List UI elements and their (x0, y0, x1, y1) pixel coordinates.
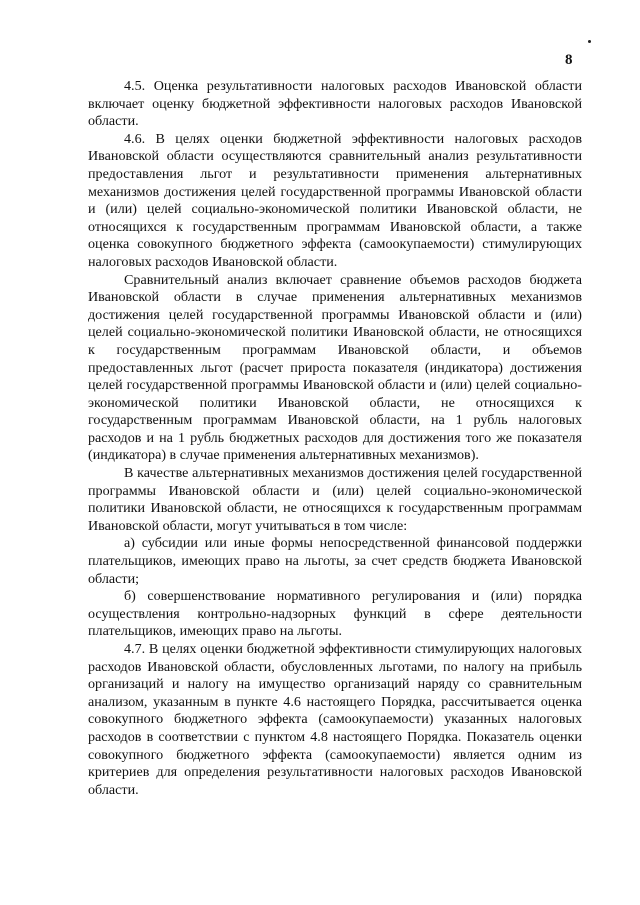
paragraph-4-5: 4.5. Оценка результативности налоговых расходов Ивановской области включает оценку бюджетной эффективности налоговых расходов Ивановской области. (88, 78, 582, 130)
paragraph-4-7: 4.7. В целях оценки бюджетной эффективности стимулирующих налоговых расходов Ивановской области, обусловленных льготами, по налогу на прибыль организаций и налогу на имущество организаций наряду со сравнительным анализом, указанным в пункте 4.6 настоящего Порядка, рассчитывается оценка совокупного бюджетного эффекта (самоокупаемости) указанных налоговых расходов в соответствии с пунктом 4.8 настоящего Порядка. Показатель оценки совокупного бюджетного эффекта (самоокупаемости) является одним из критериев для определения результативности налоговых расходов Ивановской области. (88, 641, 582, 798)
paragraph-comparative-analysis: Сравнительный анализ включает сравнение объемов расходов бюджета Ивановской области в случае применения альтернативных механизмов достижения целей государственной программы Ивановской области и (или) целей социально-экономической политики Ивановской области, не относящихся к государственным программам Ивановской области, и объемов предоставленных льгот (расчет прироста показателя (индикатора) достижения целей государственной программы Ивановской области и (или) целей социально-экономической политики Ивановской области, не относящихся к государственным программам Ивановской области, на 1 рубль налоговых расходов и на 1 рубль бюджетных расходов для достижения того же показателя (индикатора) в случае применения альтернативных механизмов). (88, 271, 582, 464)
list-item-a: а) субсидии или иные формы непосредственной финансовой поддержки плательщиков, имеющих право на льготы, за счет средств бюджета Ивановской области; (88, 535, 582, 587)
page-number: 8 (565, 52, 573, 68)
scan-dot (588, 40, 591, 43)
document-body (88, 78, 582, 799)
paragraph-4-6: 4.6. В целях оценки бюджетной эффективности налоговых расходов Ивановской области осуществляются сравнительный анализ результативности предоставления льгот и результативности применения альтернативных механизмов достижения целей государственной программы Ивановской области и (или) целей социально-экономической политики Ивановской области, не относящихся к государственным программам Ивановской области, а также оценка совокупного бюджетного эффекта (самоокупаемости) стимулирующих налоговых расходов Ивановской области. (88, 130, 582, 270)
list-item-b: б) совершенствование нормативного регулирования и (или) порядка осуществления контрольно-надзорных функций в сфере деятельности плательщиков, имеющих право на льготы. (88, 588, 582, 640)
paragraph-alternative-mechanisms: В качестве альтернативных механизмов достижения целей государственной программы Ивановской области и (или) целей социально-экономической политики Ивановской области, не относящихся к государственным программам Ивановской области, могут учитываться в том числе: (88, 465, 582, 534)
